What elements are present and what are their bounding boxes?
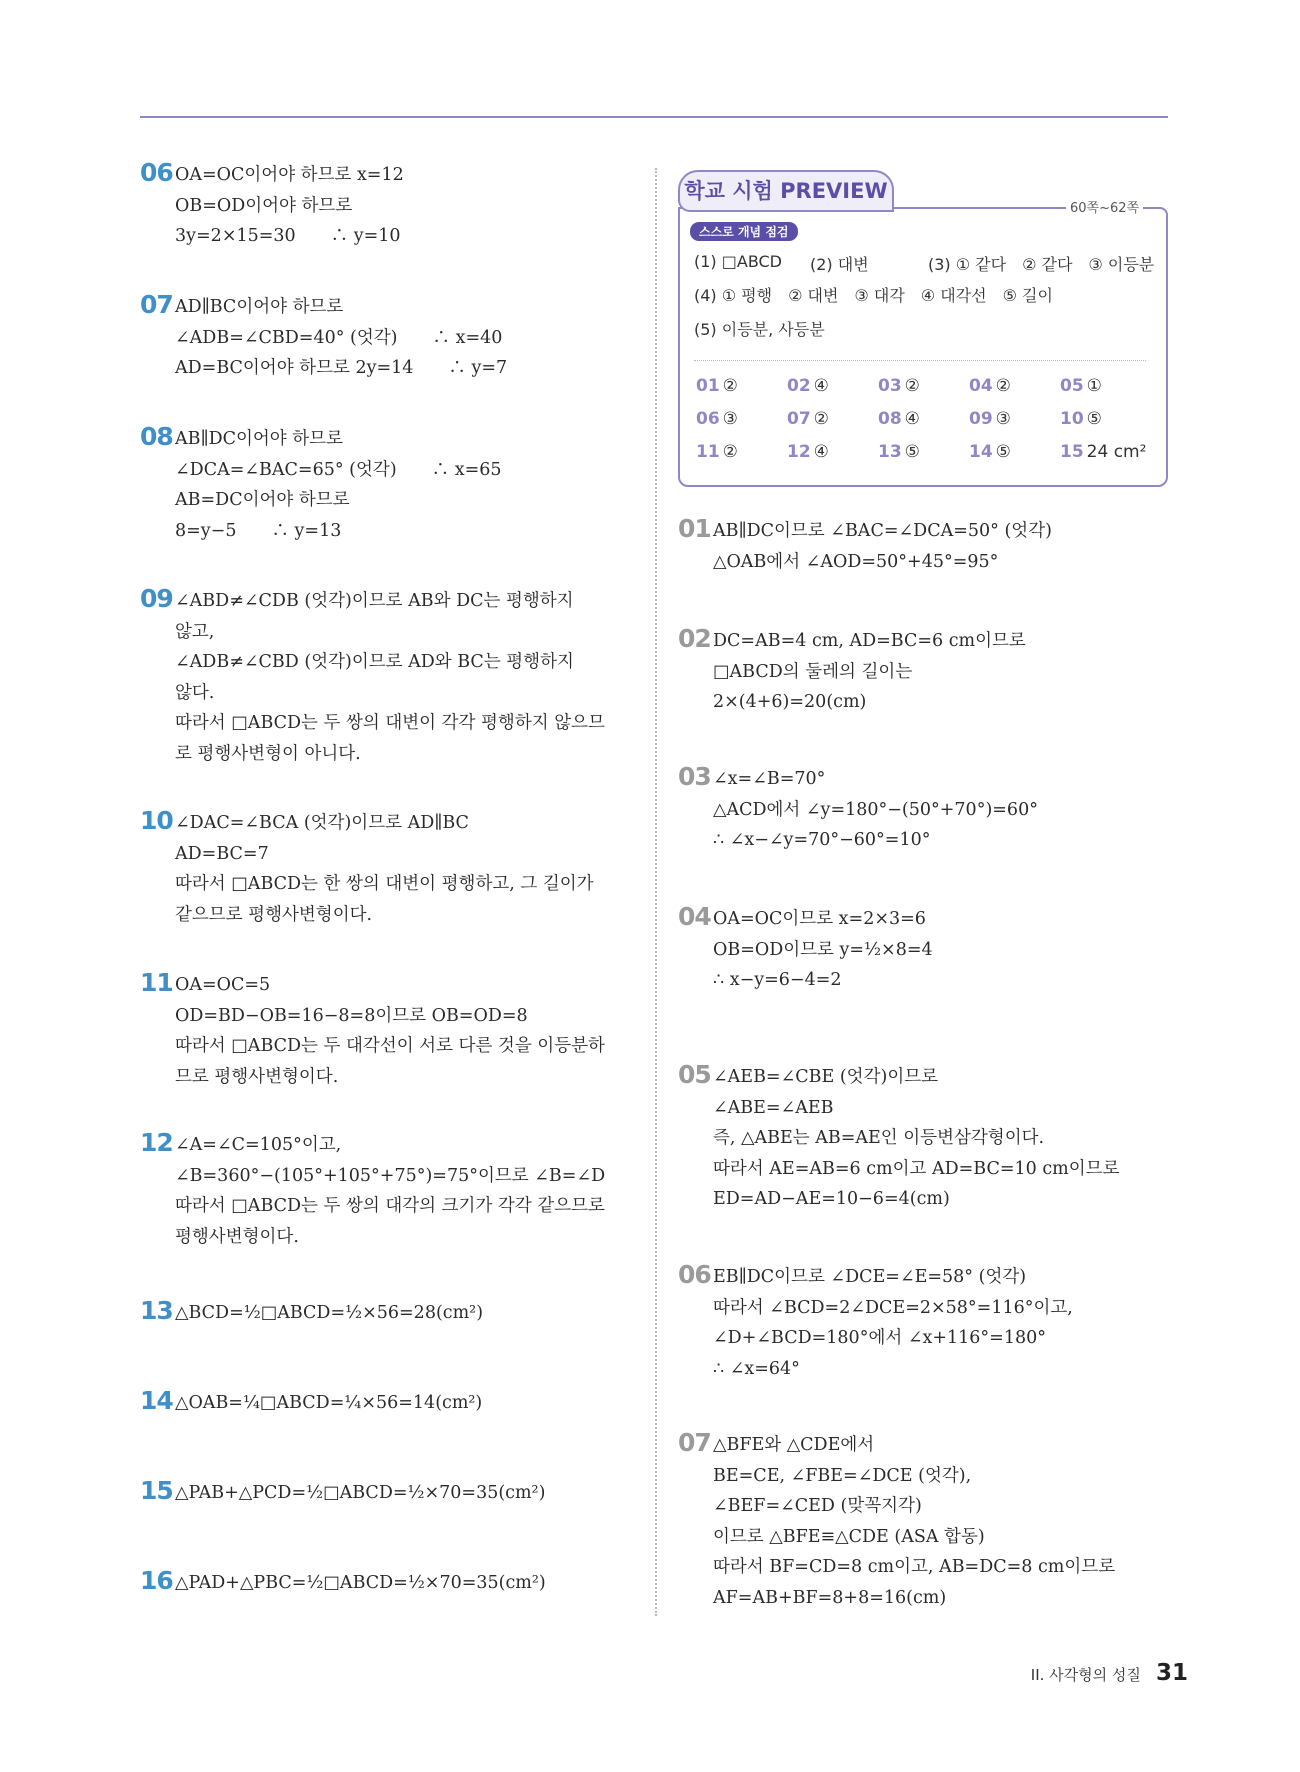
- answer-number: 11: [696, 442, 720, 462]
- section-title: II. 사각형의 성질: [1030, 1666, 1141, 1684]
- answer-item: [696, 442, 738, 462]
- column-divider: [655, 168, 657, 1616]
- problem-number: 15: [140, 1476, 173, 1505]
- answer-item: [1060, 376, 1102, 396]
- problem-number: 02: [678, 624, 711, 653]
- problem-08: [140, 424, 640, 546]
- answer-number: 01: [696, 376, 720, 396]
- solution-line: OB=OD이어야 하므로: [175, 195, 353, 216]
- concept-item: (3) ① 같다 ② 같다 ③ 이등분: [928, 255, 1155, 274]
- answer-number: 12: [787, 442, 811, 462]
- solution-line: 로 평행사변형이 아니다.: [175, 743, 361, 764]
- problem-number: 09: [140, 584, 173, 613]
- answer-value: ⑤: [995, 442, 1011, 462]
- solution-line: DC=AB=4 cm, AD=BC=6 cm이므로: [713, 631, 1026, 651]
- solution-line: ∠BEF=∠CED (맞꼭지각): [713, 1496, 922, 1516]
- solution-line: OB=OD이므로 y=½×8=4: [713, 939, 933, 960]
- solution-line: 8=y−5 ∴ y=13: [175, 520, 342, 541]
- page-number: 31: [1155, 1660, 1188, 1686]
- answer-number: 03: [878, 376, 902, 396]
- answer-item: [787, 376, 829, 396]
- answer-number: 14: [969, 442, 993, 462]
- problem-05: [678, 1062, 1178, 1215]
- solution-line: EB∥DC이므로 ∠DCE=∠E=58° (엇각): [713, 1267, 1027, 1287]
- top-rule: [140, 116, 1168, 118]
- solution-line: ∠x=∠B=70°: [713, 769, 826, 789]
- solution-line: 않고,: [175, 621, 215, 642]
- solution-line: AB∥DC이므로 ∠BAC=∠DCA=50° (엇각): [713, 521, 1052, 541]
- problem-number: 10: [140, 806, 173, 835]
- solution-line: AB∥DC이어야 하므로: [175, 429, 343, 449]
- solution-line: 따라서 ∠BCD=2∠DCE=2×58°=116°이고,: [713, 1297, 1073, 1318]
- concept-item: (5) 이등분, 사등분: [694, 320, 825, 339]
- answer-item: [969, 442, 1011, 462]
- problem-number: 13: [140, 1296, 173, 1325]
- solution-line: 3y=2×15=30 ∴ y=10: [175, 226, 401, 246]
- solution-line: 2×(4+6)=20(cm): [713, 692, 867, 712]
- answer-item: [1060, 409, 1102, 429]
- answer-number: 13: [878, 442, 902, 462]
- answer-item: [878, 376, 920, 396]
- answer-value: ②: [813, 409, 829, 429]
- concept-item: (2) 대변: [810, 255, 869, 274]
- answer-item: [878, 409, 920, 429]
- solution-line: ∠ADB=∠CBD=40° (엇각) ∴ x=40: [175, 327, 503, 348]
- answer-number: 04: [969, 376, 993, 396]
- answer-number: 15: [1060, 442, 1084, 462]
- solution-line: △OAB=¼□ABCD=¼×56=14(cm²): [175, 1393, 483, 1413]
- answer-value: ①: [1086, 376, 1102, 396]
- solution-line: 따라서 □ABCD는 두 쌍의 대변이 각각 평행하지 않으므: [175, 713, 605, 733]
- problem-16: [140, 1568, 640, 1599]
- problem-number: 04: [678, 902, 711, 931]
- answer-number: 07: [787, 409, 811, 429]
- problem-15: [140, 1478, 640, 1509]
- solution-line: 따라서 AE=AB=6 cm이고 AD=BC=10 cm이므로: [713, 1158, 1120, 1179]
- solution-line: 않다.: [175, 682, 215, 703]
- answer-value: ③: [995, 409, 1011, 429]
- solution-line: AB=DC이어야 하므로: [175, 490, 350, 510]
- problem-number: 07: [140, 290, 173, 319]
- problem-11: [140, 970, 640, 1092]
- solution-line: BE=CE, ∠FBE=∠DCE (엇각),: [713, 1465, 972, 1486]
- solution-line: ∴ ∠x−∠y=70°−60°=10°: [713, 830, 931, 850]
- answer-value: ④: [904, 409, 920, 429]
- problem-number: 08: [140, 422, 173, 451]
- problem-number: 16: [140, 1566, 173, 1595]
- solution-line: △BCD=½□ABCD=½×56=28(cm²): [175, 1303, 484, 1323]
- answer-item: [696, 376, 738, 396]
- solution-line: ∠ABE=∠AEB: [713, 1097, 834, 1118]
- solution-line: △PAB+△PCD=½□ABCD=½×70=35(cm²): [175, 1483, 546, 1503]
- answer-value: ②: [722, 442, 738, 462]
- solution-line: ∠D+∠BCD=180°에서 ∠x+116°=180°: [713, 1328, 1046, 1348]
- preview-separator: [694, 360, 1146, 361]
- problem-06: [140, 160, 640, 252]
- answer-number: 06: [696, 409, 720, 429]
- solution-line: □ABCD의 둘레의 길이는: [713, 661, 913, 682]
- answer-item: [696, 409, 738, 429]
- solution-line: OA=OC이므로 x=2×3=6: [713, 909, 926, 929]
- solution-line: AD=BC=7: [175, 843, 269, 864]
- page-footer: [1031, 1660, 1188, 1686]
- solution-line: △BFE와 △CDE에서: [713, 1435, 875, 1455]
- problem-02: [678, 626, 1178, 718]
- solution-line: OD=BD−OB=16−8=8이므로 OB=OD=8: [175, 1005, 528, 1026]
- problem-number: 05: [678, 1060, 711, 1089]
- solution-line: ∠ADB≠∠CBD (엇각)이므로 AD와 BC는 평행하지: [175, 652, 574, 672]
- concept-item: (1) □ABCD: [694, 252, 782, 271]
- solution-line: ∠A=∠C=105°이고,: [175, 1135, 342, 1155]
- problem-number: 06: [678, 1260, 711, 1289]
- answer-item: [969, 409, 1011, 429]
- solution-line: 따라서 □ABCD는 두 대각선이 서로 다른 것을 이등분하: [175, 1036, 605, 1056]
- problem-12: [140, 1130, 640, 1252]
- answer-value: ⑤: [904, 442, 920, 462]
- answer-value: ②: [904, 376, 920, 396]
- solution-line: 이므로 △BFE≡△CDE (ASA 합동): [713, 1526, 985, 1547]
- answer-value: ④: [813, 442, 829, 462]
- solution-line: 따라서 □ABCD는 한 쌍의 대변이 평행하고, 그 길이가: [175, 874, 594, 894]
- solution-line: △ACD에서 ∠y=180°−(50°+70°)=60°: [713, 799, 1038, 820]
- solution-line: 따라서 BF=CD=8 cm이고, AB=DC=8 cm이므로: [713, 1557, 1116, 1577]
- solution-line: ED=AD−AE=10−6=4(cm): [713, 1189, 950, 1209]
- solution-line: ∴ ∠x=64°: [713, 1358, 800, 1379]
- problem-07: [678, 1430, 1178, 1613]
- solution-line: △PAD+△PBC=½□ABCD=½×70=35(cm²): [175, 1573, 546, 1593]
- problem-09: [140, 586, 640, 769]
- problem-number: 03: [678, 762, 711, 791]
- preview-title: 학교 시험 PREVIEW: [678, 170, 894, 212]
- problem-01: [678, 516, 1178, 577]
- answer-number: 02: [787, 376, 811, 396]
- solution-line: 따라서 □ABCD는 두 쌍의 대각의 크기가 각각 같으므로: [175, 1196, 605, 1216]
- problem-14: [140, 1388, 640, 1419]
- solution-line: AF=AB+BF=8+8=16(cm): [713, 1587, 947, 1608]
- solution-line: 므로 평행사변형이다.: [175, 1066, 339, 1087]
- solution-line: OA=OC이어야 하므로 x=12: [175, 165, 404, 185]
- solution-line: 평행사변형이다.: [175, 1226, 299, 1247]
- problem-06: [678, 1262, 1178, 1384]
- problem-10: [140, 808, 640, 930]
- answer-item: [787, 442, 829, 462]
- solution-line: ∠AEB=∠CBE (엇각)이므로: [713, 1067, 939, 1087]
- answer-value: ④: [813, 376, 829, 396]
- answer-number: 09: [969, 409, 993, 429]
- solution-line: ∠ABD≠∠CDB (엇각)이므로 AB와 DC는 평행하지: [175, 591, 574, 611]
- problem-number: 12: [140, 1128, 173, 1157]
- solution-line: ∠B=360°−(105°+105°+75°)=75°이므로 ∠B=∠D: [175, 1165, 606, 1186]
- solution-line: △OAB에서 ∠AOD=50°+45°=95°: [713, 551, 999, 572]
- solution-line: 즉, △ABE는 AB=AE인 이등변삼각형이다.: [713, 1128, 1045, 1148]
- problem-number: 06: [140, 158, 173, 187]
- answer-number: 10: [1060, 409, 1084, 429]
- problem-number: 11: [140, 968, 173, 997]
- problem-number: 14: [140, 1386, 173, 1415]
- solution-line: ∴ x−y=6−4=2: [713, 970, 842, 990]
- answer-number: 05: [1060, 376, 1084, 396]
- answer-value: ③: [722, 409, 738, 429]
- solution-line: AD=BC이어야 하므로 2y=14 ∴ y=7: [175, 358, 508, 378]
- solution-line: ∠DAC=∠BCA (엇각)이므로 AD∥BC: [175, 813, 469, 833]
- problem-04: [678, 904, 1178, 996]
- problem-number: 07: [678, 1428, 711, 1457]
- problem-07: [140, 292, 640, 384]
- solution-line: OA=OC=5: [175, 975, 271, 995]
- answer-value: ②: [995, 376, 1011, 396]
- answer-item: [1060, 442, 1146, 462]
- answer-item: [969, 376, 1011, 396]
- answer-item: [878, 442, 920, 462]
- concept-check-label: 스스로 개념 점검: [690, 222, 798, 241]
- problem-03: [678, 764, 1178, 856]
- solution-line: 같으므로 평행사변형이다.: [175, 904, 373, 925]
- solution-line: ∠DCA=∠BAC=65° (엇각) ∴ x=65: [175, 459, 502, 480]
- solution-line: AD∥BC이어야 하므로: [175, 297, 344, 317]
- problem-13: [140, 1298, 640, 1329]
- preview-page-range: 60쪽~62쪽: [1066, 197, 1143, 216]
- answer-value: 24 cm²: [1086, 442, 1147, 462]
- problem-number: 01: [678, 514, 711, 543]
- answer-value: ②: [722, 376, 738, 396]
- concept-item: (4) ① 평행 ② 대변 ③ 대각 ④ 대각선 ⑤ 길이: [694, 286, 1053, 305]
- answer-item: [787, 409, 829, 429]
- answer-number: 08: [878, 409, 902, 429]
- answer-value: ⑤: [1086, 409, 1102, 429]
